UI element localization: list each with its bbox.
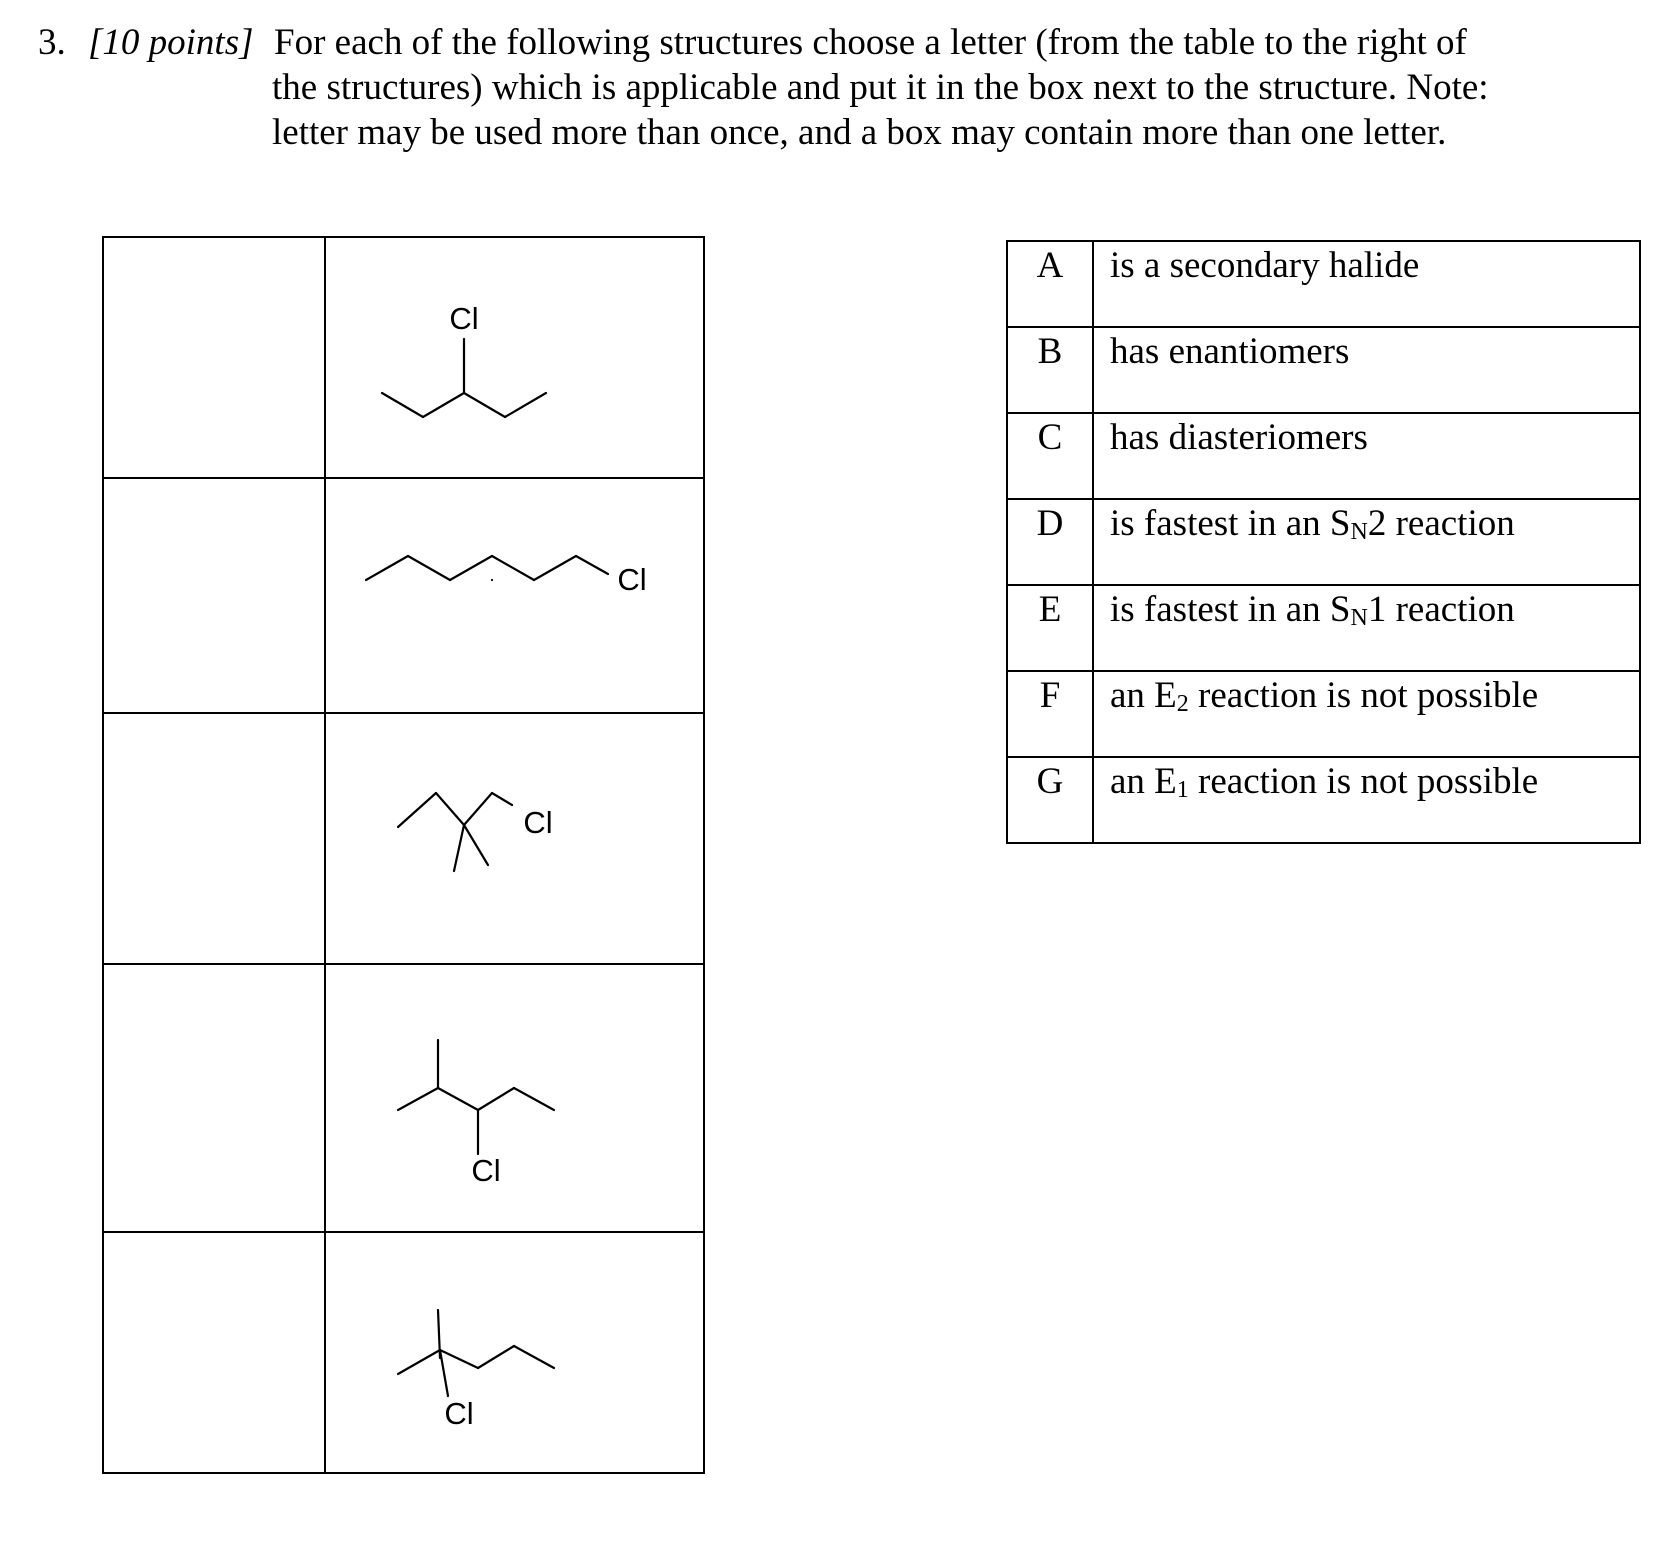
choice-row-f (1007, 671, 1640, 757)
answer-box-5[interactable] (103, 1232, 325, 1473)
choice-letter: A (1007, 241, 1093, 327)
structure-row-1 (103, 237, 704, 478)
choice-letter: G (1007, 757, 1093, 843)
answer-box-4[interactable] (103, 964, 325, 1232)
choice-text-post: reaction is not possible (1188, 675, 1539, 716)
choice-text-pre: an E (1110, 675, 1177, 716)
structure-5 (325, 1232, 704, 1473)
structure-row-3 (103, 713, 704, 964)
choice-text-subscript: 1 (1176, 777, 1189, 803)
choice-text-post: 1 reaction (1367, 589, 1515, 630)
choice-letter: E (1007, 585, 1093, 671)
answer-box-3[interactable] (103, 713, 325, 964)
choice-row-d (1007, 499, 1640, 585)
choice-letter: F (1007, 671, 1093, 757)
choice-text-pre: is fastest in an S (1110, 589, 1351, 630)
chlorine-label: Cl (523, 805, 553, 840)
structures-table (102, 236, 705, 1474)
chlorine-label: Cl (444, 1396, 474, 1431)
choice-text-post: 2 reaction (1367, 503, 1515, 544)
structure-4 (325, 964, 704, 1232)
choice-row-b (1007, 327, 1640, 413)
choice-text-subscript: 2 (1176, 691, 1189, 717)
structure-3-drawing (326, 715, 703, 962)
structure-row-2 (103, 478, 704, 713)
choice-text: has diasteriomers (1093, 413, 1640, 499)
choice-text-post: reaction is not possible (1188, 761, 1539, 802)
choices-table (1006, 240, 1641, 844)
structure-4-drawing (326, 966, 703, 1230)
choice-row-a (1007, 241, 1640, 327)
choice-text (1093, 671, 1640, 757)
choice-text (1093, 585, 1640, 671)
chlorine-label: Cl (617, 562, 647, 597)
choice-text-subscript: N (1350, 519, 1368, 545)
question-line-1: For each of the following structures choose a letter (from the table to the right of (274, 22, 1467, 63)
choice-text: is a secondary halide (1093, 241, 1640, 327)
choice-text (1093, 757, 1640, 843)
question-line-3: letter may be used more than once, and a box may contain more than one letter. (272, 112, 1447, 153)
question-points: [10 points] (88, 22, 254, 63)
structure-1 (325, 237, 704, 478)
structure-2 (325, 478, 704, 713)
choice-text-subscript: N (1350, 605, 1368, 631)
chlorine-label: Cl (449, 301, 479, 336)
structure-5-drawing (326, 1234, 703, 1471)
chlorine-label: Cl (471, 1153, 501, 1188)
choice-text-pre: an E (1110, 761, 1177, 802)
structure-row-5 (103, 1232, 704, 1473)
choice-row-e (1007, 585, 1640, 671)
choice-text (1093, 499, 1640, 585)
choice-letter: B (1007, 327, 1093, 413)
answer-box-2[interactable] (103, 478, 325, 713)
structure-2-drawing (326, 480, 703, 711)
question-line-2: the structures) which is applicable and put it in the box next to the structure. Note: (272, 67, 1489, 108)
choice-letter: C (1007, 413, 1093, 499)
answer-box-1[interactable] (103, 237, 325, 478)
structure-row-4 (103, 964, 704, 1232)
choice-text-pre: is fastest in an S (1110, 503, 1351, 544)
choice-row-c (1007, 413, 1640, 499)
question-number: 3. (38, 22, 66, 63)
structure-1-drawing (326, 239, 703, 476)
choice-text: has enantiomers (1093, 327, 1640, 413)
choice-row-g (1007, 757, 1640, 843)
choice-letter: D (1007, 499, 1093, 585)
structure-3 (325, 713, 704, 964)
